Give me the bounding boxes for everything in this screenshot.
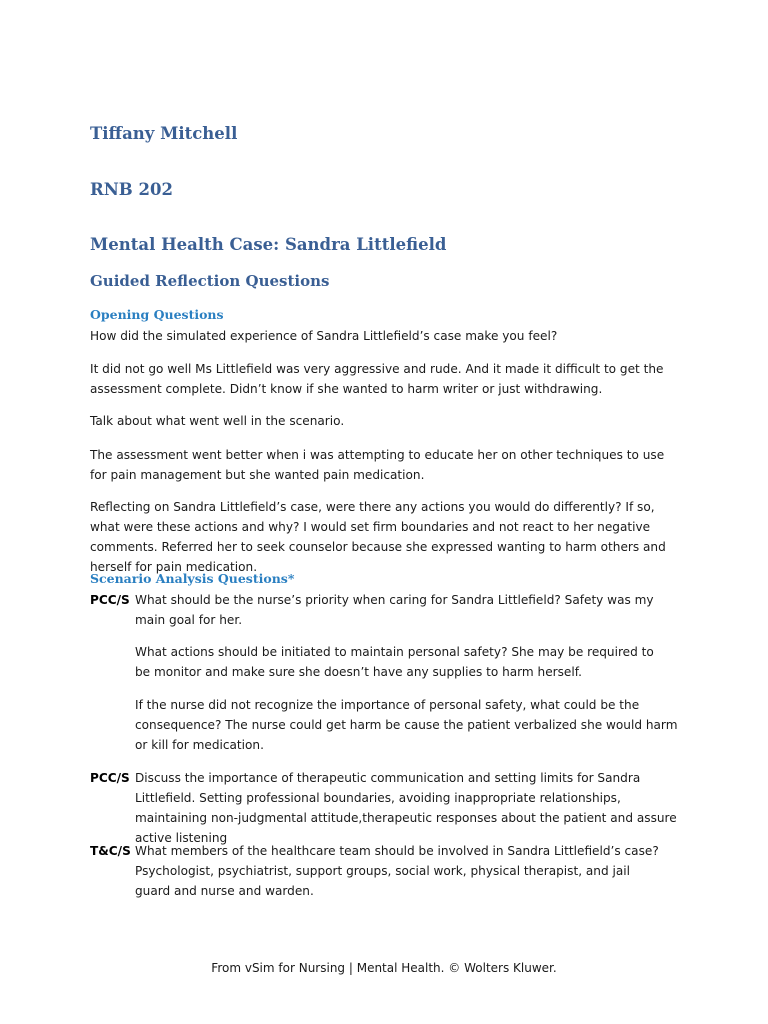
scenario-question-3: If the nurse did not recognize the importance of personal safety, what could be the consequence? The nurse could get harm be cause the patient verbalized she would harm or kill for medication.: [135, 698, 678, 752]
scenario-question-1: What should be the nurse’s priority when caring for Sandra Littlefield? Safety was my main goal for her.: [135, 593, 654, 627]
opening-question-2: Talk about what went well in the scenario.: [90, 414, 345, 428]
case-title: Mental Health Case: Sandra Littlefield: [90, 235, 447, 254]
opening-question-3: Reflecting on Sandra Littlefield’s case, were there any actions you would do differently? If so, what were these actions and why? I would set firm boundaries and not react to her negative comments. Referred her to seek counselor because she expressed wanting to harm others and herself for pain medication.: [90, 500, 666, 574]
item-label-pcc-s: PCC/S: [90, 771, 130, 785]
scenario-analysis-heading: Scenario Analysis Questions*: [90, 571, 295, 586]
scenario-question-5: What members of the healthcare team should be involved in Sandra Littlefield’s case? Psychologist, psychiatrist, support groups, social work, physical therapist, and jail guard and nurse and warden.: [135, 844, 659, 898]
opening-answer-1: It did not go well Ms Littlefield was very aggressive and rude. And it made it difficult to get the assessment complete. Didn’t know if she wanted to harm writer or just withdrawing.: [90, 362, 664, 396]
opening-answer-2: The assessment went better when i was attempting to educate her on other techniques to use for pain management but she wanted pain medication.: [90, 448, 665, 482]
opening-question-1: How did the simulated experience of Sandra Littlefield’s case make you feel?: [90, 329, 558, 343]
scenario-question-4: Discuss the importance of therapeutic communication and setting limits for Sandra Littlefield. Setting professional boundaries, avoiding inappropriate relationships, maintaining non-judgmental attitude,therapeutic responses about the patient and assure active listening: [135, 771, 677, 845]
item-label-t-c-s: T&C/S: [90, 844, 131, 858]
page-footer: From vSim for Nursing | Mental Health. © Wolters Kluwer.: [211, 961, 557, 975]
course-code: RNB 202: [90, 180, 173, 199]
opening-questions-heading: Opening Questions: [90, 307, 224, 322]
scenario-question-2: What actions should be initiated to maintain personal safety? She may be required to be monitor and make sure she doesn’t have any supplies to harm herself.: [135, 645, 654, 679]
document-subtitle: Guided Reflection Questions: [90, 272, 330, 290]
author-name: Tiffany Mitchell: [90, 124, 238, 143]
item-label-pcc-s: PCC/S: [90, 593, 130, 607]
